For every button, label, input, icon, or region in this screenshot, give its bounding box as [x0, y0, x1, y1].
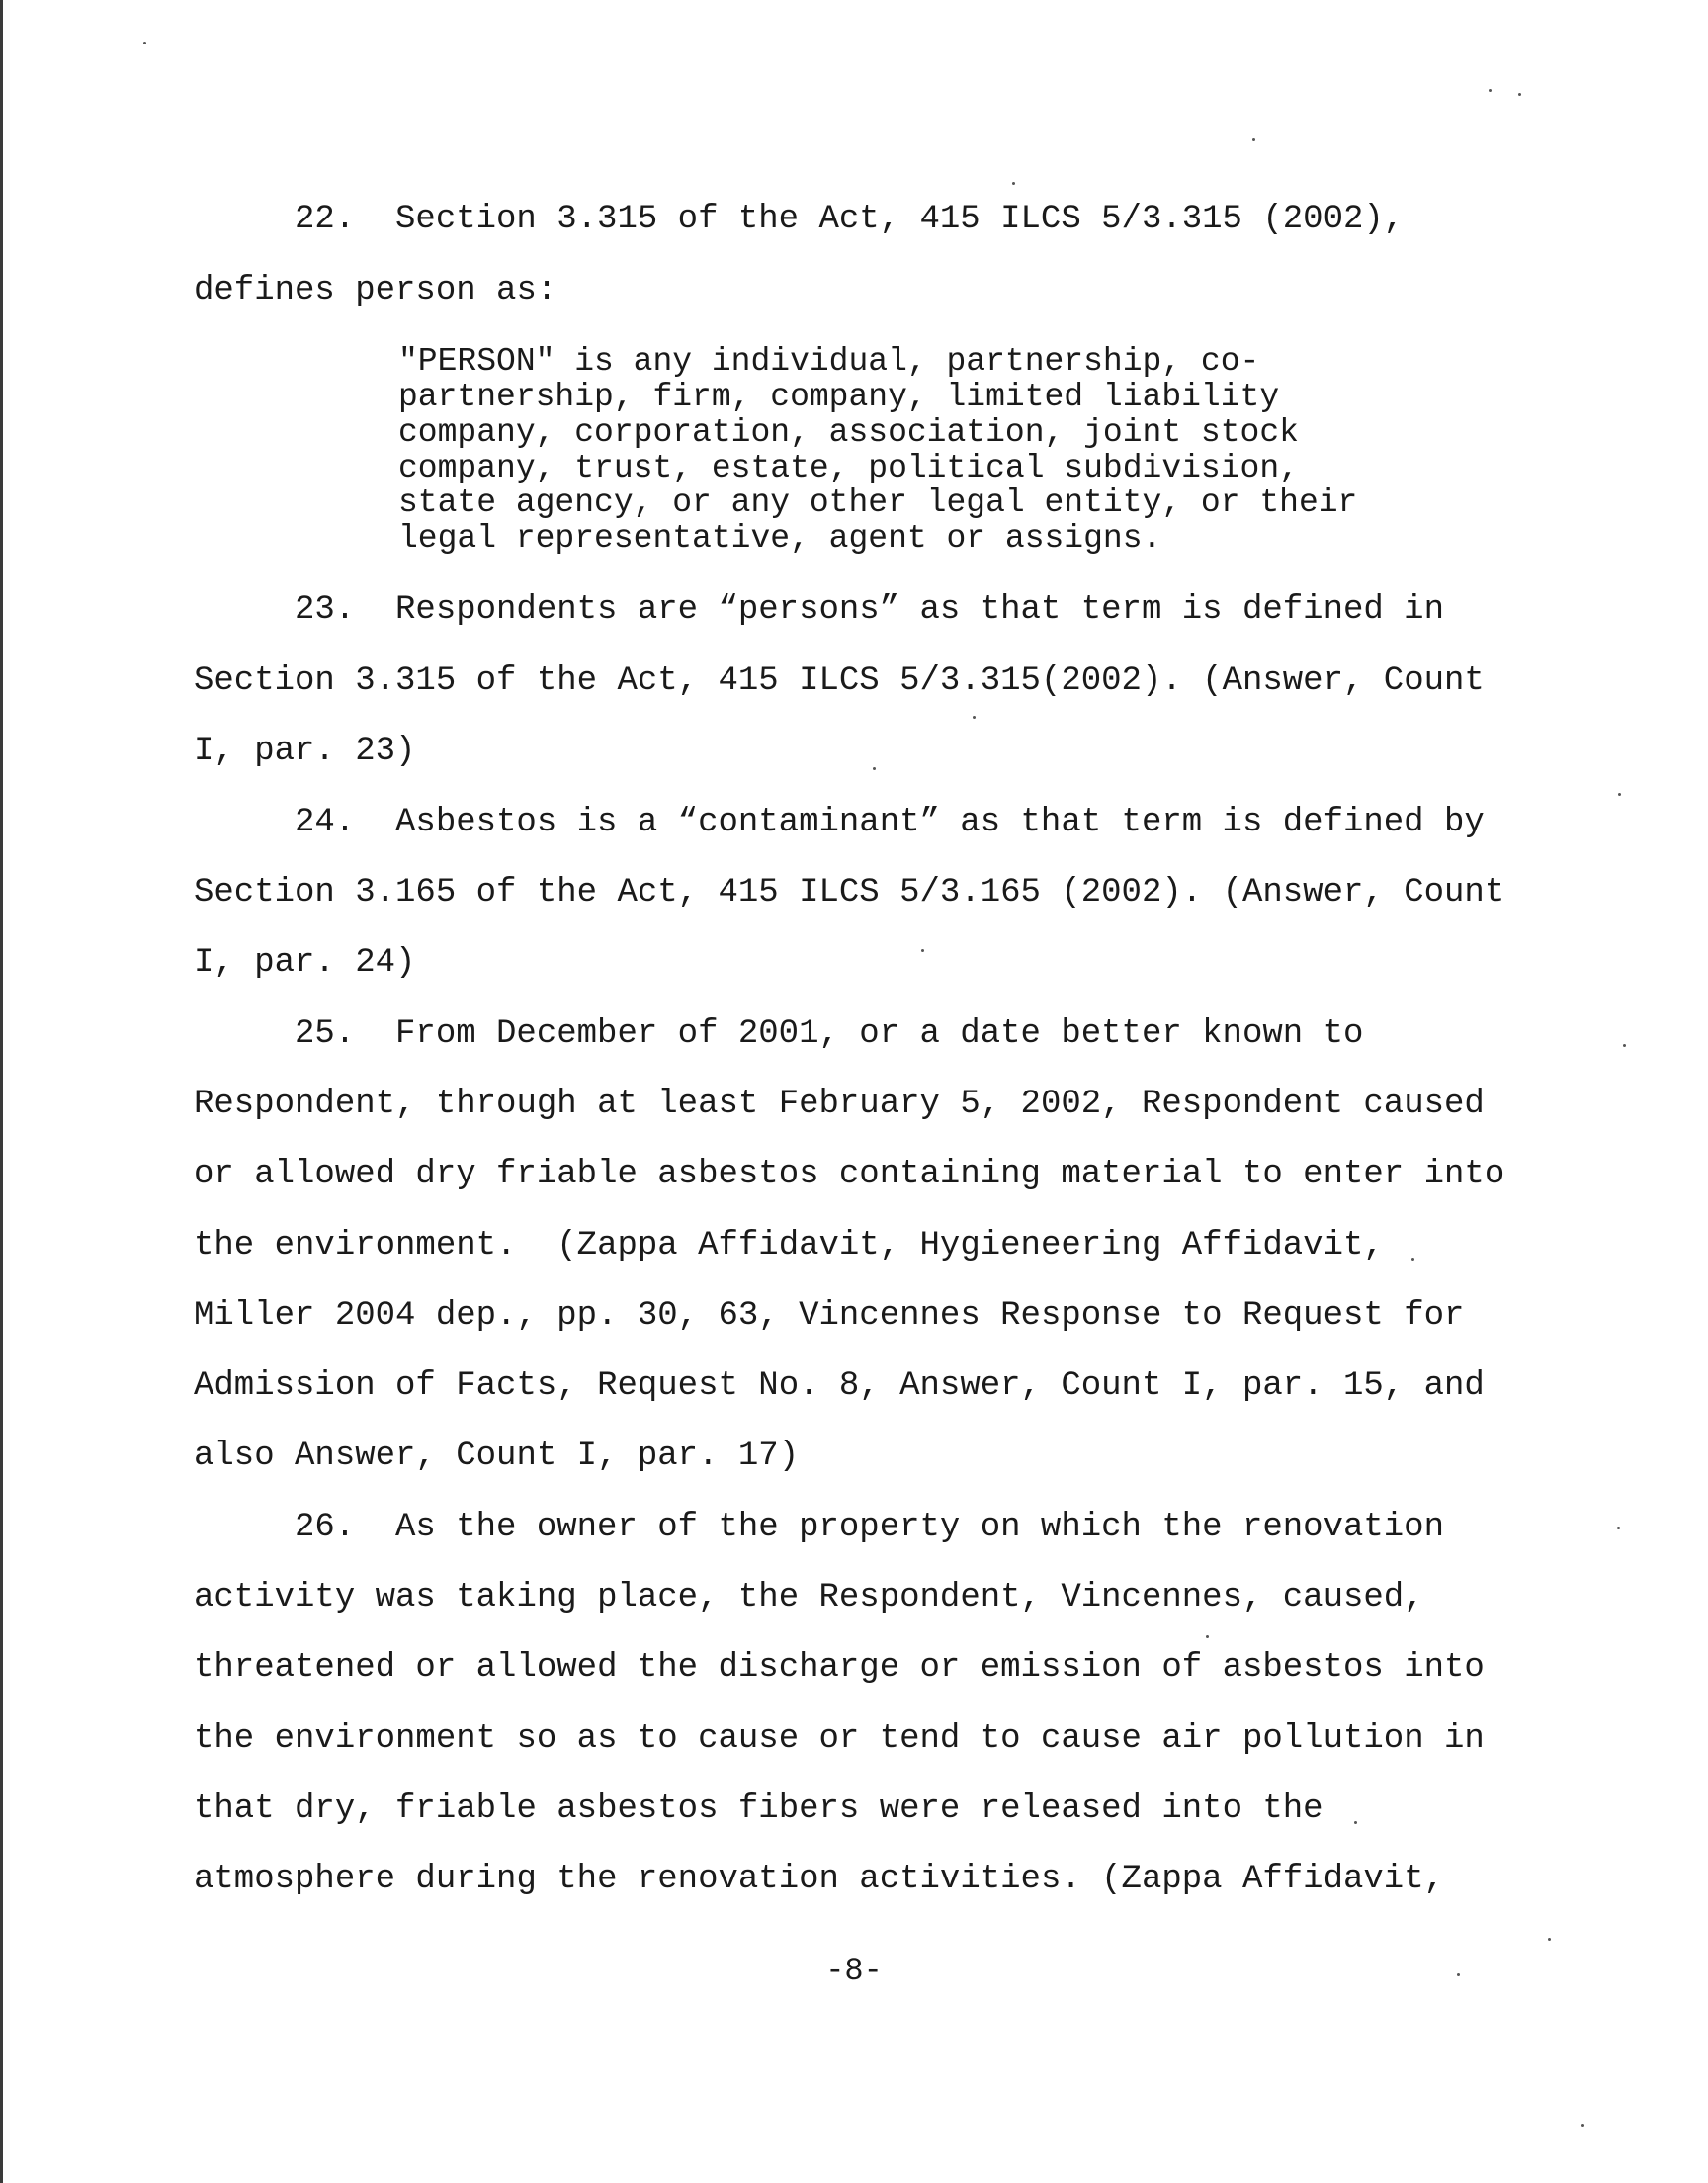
scan-edge	[0, 0, 3, 2183]
paragraph-26-line-4: the environment so as to cause or tend to cause air pollution in	[194, 1720, 1485, 1758]
scan-speck	[1518, 93, 1521, 96]
quote-line: company, corporation, association, joint stock	[398, 414, 1299, 451]
paragraph-24-line-1: 24. Asbestos is a “contaminant” as that term is defined by	[295, 804, 1485, 841]
paragraph-23-line-1: 23. Respondents are “persons” as that term is defined in	[295, 591, 1444, 629]
paragraph-26-line-6: atmosphere during the renovation activities. (Zappa Affidavit,	[194, 1861, 1445, 1898]
paragraph-25-line-4: the environment. (Zappa Affidavit, Hygieneering Affidavit,	[194, 1227, 1384, 1265]
paragraph-26-line-5: that dry, friable asbestos fibers were released into the	[194, 1790, 1324, 1828]
paragraph-25-line-2: Respondent, through at least February 5, 2002, Respondent caused	[194, 1086, 1485, 1123]
scan-speck	[973, 716, 976, 719]
paragraph-24-line-3: I, par. 24)	[194, 944, 416, 982]
scan-speck	[1252, 138, 1255, 141]
page-number: -8-	[825, 1953, 883, 1989]
scan-speck	[1206, 1635, 1209, 1638]
scan-speck	[1354, 1821, 1357, 1824]
paragraph-23-line-3: I, par. 23)	[194, 733, 416, 770]
quote-line: state agency, or any other legal entity, or their	[398, 484, 1358, 521]
scan-speck	[1618, 793, 1621, 796]
scan-speck	[1411, 1258, 1414, 1261]
paragraph-25-line-6: Admission of Facts, Request No. 8, Answer, Count I, par. 15, and	[194, 1367, 1485, 1405]
scan-speck	[1623, 1044, 1626, 1047]
scan-speck	[143, 42, 146, 44]
paragraph-26-line-1: 26. As the owner of the property on which the renovation	[295, 1509, 1444, 1546]
paragraph-25-line-3: or allowed dry friable asbestos containing material to enter into	[194, 1156, 1505, 1193]
paragraph-25-line-1: 25. From December of 2001, or a date better known to	[295, 1015, 1364, 1053]
paragraph-25-line-7: also Answer, Count I, par. 17)	[194, 1438, 800, 1475]
scan-speck	[1012, 182, 1015, 185]
scan-speck	[1581, 2124, 1584, 2127]
paragraph-25-line-5: Miller 2004 dep., pp. 30, 63, Vincennes Response to Request for	[194, 1297, 1465, 1335]
paragraph-26-line-2: activity was taking place, the Respondent, Vincennes, caused,	[194, 1579, 1424, 1616]
paragraph-22-line-2: defines person as:	[194, 272, 557, 309]
scan-speck	[1548, 1938, 1551, 1941]
paragraph-22-line-1: 22. Section 3.315 of the Act, 415 ILCS 5/3.315 (2002),	[295, 201, 1405, 238]
scan-speck	[921, 949, 924, 952]
quote-line: partnership, firm, company, limited liability	[398, 379, 1280, 415]
quote-line: "PERSON" is any individual, partnership, co-	[398, 343, 1260, 380]
scan-speck	[873, 767, 876, 770]
quote-line: company, trust, estate, political subdivision,	[398, 450, 1299, 486]
quote-line: legal representative, agent or assigns.	[398, 520, 1162, 557]
scan-speck	[1489, 89, 1492, 92]
paragraph-24-line-2: Section 3.165 of the Act, 415 ILCS 5/3.165 (2002). (Answer, Count	[194, 874, 1505, 912]
paragraph-26-line-3: threatened or allowed the discharge or emission of asbestos into	[194, 1649, 1485, 1687]
scan-speck	[1617, 1527, 1620, 1529]
scan-speck	[1457, 1973, 1460, 1976]
paragraph-23-line-2: Section 3.315 of the Act, 415 ILCS 5/3.315(2002). (Answer, Count	[194, 662, 1485, 700]
